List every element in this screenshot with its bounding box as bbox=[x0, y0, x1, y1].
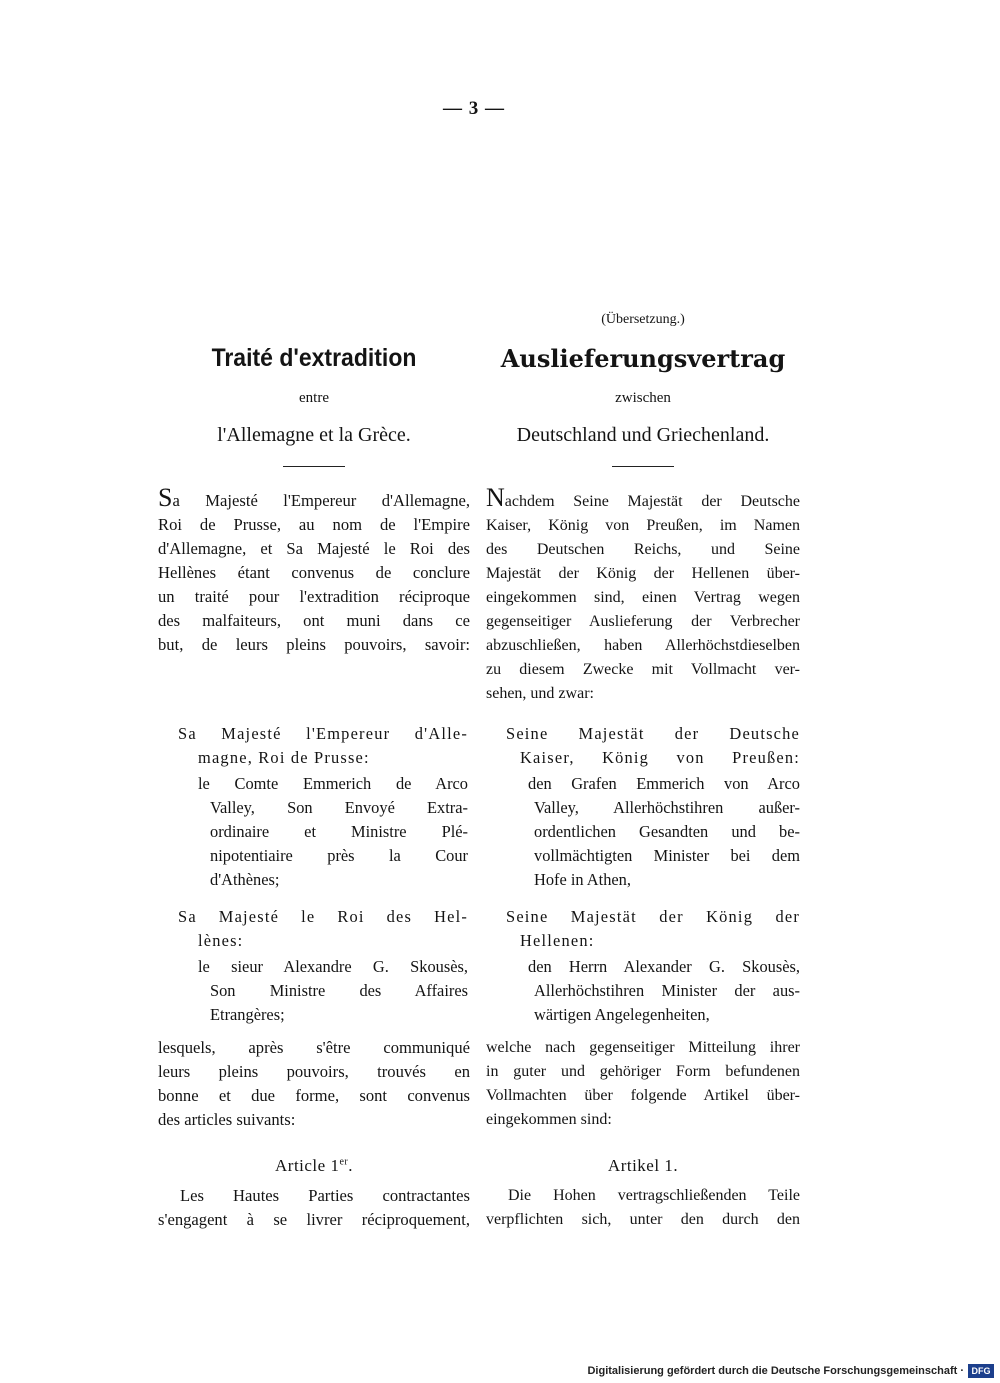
french-dropcap: S bbox=[158, 483, 173, 512]
text-line: des malfaiteurs, ont muni dans ce bbox=[158, 611, 470, 630]
text-line: leurs pleins pouvoirs, trouvés en bbox=[158, 1062, 470, 1081]
text-line: Valley, Allerhöchstihren außer- bbox=[534, 798, 800, 817]
text-line: d'Allemagne, et Sa Majesté le Roi des bbox=[158, 539, 470, 558]
french-between: entre bbox=[299, 390, 329, 406]
text-line: s'engagent à se livrer réciproquement, bbox=[158, 1210, 470, 1229]
text-line: in guter und gehöriger Form befundenen bbox=[486, 1063, 800, 1080]
french-party-1 bbox=[178, 722, 468, 770]
article-heading-text: Article 1 bbox=[275, 1156, 340, 1175]
french-divider bbox=[283, 466, 345, 467]
french-countries: l'Allemagne et la Grèce. bbox=[217, 424, 411, 446]
text-line: Allerhöchstihren Minister der aus- bbox=[534, 981, 800, 1000]
text-line: Vollmachten über folgende Artikel über- bbox=[486, 1087, 800, 1104]
text-line: vollmächtigten Minister bei dem bbox=[534, 846, 800, 865]
french-preamble bbox=[158, 483, 470, 657]
text-line: lènes: bbox=[198, 931, 244, 950]
french-closing bbox=[158, 1036, 470, 1132]
text-line: den Herrn Alexander G. Skousès, bbox=[528, 957, 800, 976]
text-line: Hellènes étant convenus de conclure bbox=[158, 563, 470, 582]
text-line: abzuschließen, haben Allerhöchstdieselben bbox=[486, 637, 800, 654]
footer-credit: Digitalisierung gefördert durch die Deutsche Forschungsgemeinschaft · bbox=[587, 1365, 964, 1377]
text-line: magne, Roi de Prusse: bbox=[198, 748, 370, 767]
french-article-body bbox=[158, 1184, 470, 1232]
text-line: Etrangères; bbox=[210, 1005, 285, 1024]
german-column bbox=[486, 0, 800, 1383]
text-line: den Grafen Emmerich von Arco bbox=[528, 774, 800, 793]
text-line: Sa Majesté le Roi des Hel- bbox=[178, 907, 468, 926]
dfg-logo-icon: DFG bbox=[968, 1364, 994, 1378]
text-line: Valley, Son Envoyé Extra- bbox=[210, 798, 468, 817]
german-title: Auslieferungsvertrag bbox=[500, 344, 786, 373]
article-heading-sup: er bbox=[339, 1156, 349, 1168]
text-line: lesquels, après s'être communiqué bbox=[158, 1038, 470, 1057]
text-line: Hofe in Athen, bbox=[534, 870, 631, 889]
text-line: Kaiser, König von Preußen: bbox=[520, 748, 800, 767]
french-party-2 bbox=[178, 905, 468, 953]
text-line: Kaiser, König von Preußen, im Namen bbox=[486, 517, 800, 534]
text-line: a Majesté l'Empereur d'Allemagne, bbox=[172, 491, 470, 510]
french-article-heading: Article 1er. bbox=[275, 1156, 353, 1175]
text-line: Les Hautes Parties contractantes bbox=[180, 1186, 470, 1205]
text-line: Seine Majestät der König der bbox=[506, 907, 800, 926]
text-line: un traité pour l'extradition réciproque bbox=[158, 587, 470, 606]
german-dropcap: N bbox=[486, 483, 505, 512]
german-envoy-1 bbox=[528, 772, 800, 892]
german-article-body bbox=[486, 1184, 800, 1232]
text-line: zu diesem Zwecke mit Vollmacht ver- bbox=[486, 661, 800, 678]
text-line: des articles suivants: bbox=[158, 1110, 296, 1129]
french-title: Traité d'extradition bbox=[211, 344, 417, 372]
text-line: Majestät der König der Hellenen über- bbox=[486, 565, 800, 582]
text-line: Roi de Prusse, au nom de l'Empire bbox=[158, 515, 470, 534]
french-envoy-1 bbox=[198, 772, 468, 892]
text-line: Hellenen: bbox=[520, 931, 595, 950]
text-line: Sa Majesté l'Empereur d'Alle- bbox=[178, 724, 468, 743]
text-line: Die Hohen vertragschließenden Teile bbox=[508, 1187, 800, 1204]
text-line: nipotentiaire près la Cour bbox=[210, 846, 468, 865]
german-preamble bbox=[486, 483, 800, 706]
german-translation-note: (Übersetzung.) bbox=[601, 312, 685, 327]
german-party-1 bbox=[506, 722, 800, 770]
french-column bbox=[158, 0, 470, 1383]
text-line: Son Ministre des Affaires bbox=[210, 981, 468, 1000]
text-line: des Deutschen Reichs, und Seine bbox=[486, 541, 800, 558]
text-line: but, de leurs pleins pouvoirs, savoir: bbox=[158, 635, 470, 654]
text-line: Seine Majestät der Deutsche bbox=[506, 724, 800, 743]
german-article-heading: Artikel 1. bbox=[607, 1156, 679, 1175]
text-line: verpflichten sich, unter den durch den bbox=[486, 1211, 800, 1228]
german-party-2 bbox=[506, 905, 800, 953]
french-envoy-2 bbox=[198, 955, 468, 1027]
text-line: d'Athènes; bbox=[210, 870, 280, 889]
text-line: ordinaire et Ministre Plé- bbox=[210, 822, 468, 841]
text-line: eingekommen sind, einen Vertrag wegen bbox=[486, 589, 800, 606]
text-line: sehen, und zwar: bbox=[486, 685, 594, 702]
german-countries: Deutschland und Griechenland. bbox=[516, 424, 770, 446]
german-between: zwischen bbox=[615, 390, 671, 406]
german-envoy-2 bbox=[528, 955, 800, 1027]
text-line: le Comte Emmerich de Arco bbox=[198, 774, 468, 793]
text-line: eingekommen sind: bbox=[486, 1111, 612, 1128]
text-line: welche nach gegenseitiger Mitteilung ihrer bbox=[486, 1039, 800, 1056]
text-line: wärtigen Angelegenheiten, bbox=[534, 1005, 710, 1024]
text-line: gegenseitiger Auslieferung der Verbrecher bbox=[486, 613, 800, 630]
german-closing bbox=[486, 1036, 800, 1132]
page-number: — 3 — bbox=[443, 98, 505, 119]
german-divider bbox=[612, 466, 674, 467]
text-line: achdem Seine Majestät der Deutsche bbox=[504, 493, 800, 510]
text-line: ordentlichen Gesandten und be- bbox=[534, 822, 800, 841]
text-line: le sieur Alexandre G. Skousès, bbox=[198, 957, 468, 976]
text-line: bonne et due forme, sont convenus bbox=[158, 1086, 470, 1105]
